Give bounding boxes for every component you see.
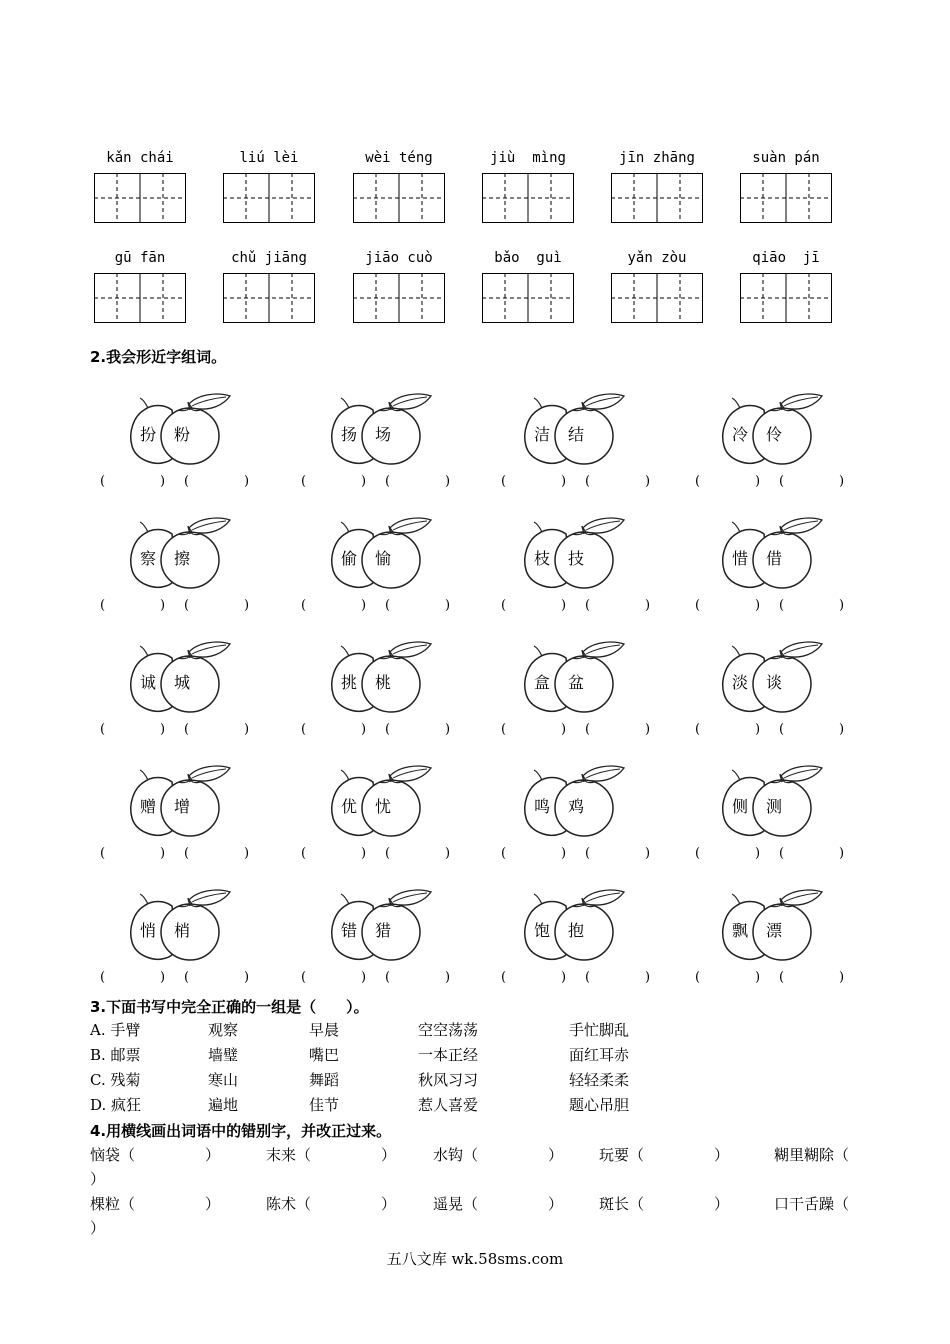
answer-blank-close: ) xyxy=(645,722,651,737)
apple-char-left: 挑 xyxy=(341,673,358,692)
option-word: 遍地 xyxy=(208,1096,239,1114)
apple-char-right: 谈 xyxy=(766,673,783,692)
option-word: 舞蹈 xyxy=(309,1071,340,1089)
option-word: 墙璧 xyxy=(208,1046,239,1064)
apple-char-right: 鸡 xyxy=(568,797,585,816)
apple-char-left: 扬 xyxy=(341,425,358,444)
answer-blank-close: ) xyxy=(755,970,761,985)
answer-blank-close: ) xyxy=(445,474,451,489)
answer-blank-open[interactable]: ( xyxy=(301,598,307,613)
apple-char-left: 冷 xyxy=(732,425,749,444)
writing-grid[interactable] xyxy=(482,173,574,223)
apple-pair xyxy=(126,764,236,844)
pinyin-label: jiāo cuò xyxy=(365,250,433,266)
answer-blank-close: ) xyxy=(645,970,651,985)
answer-blank-open[interactable]: ( xyxy=(184,598,190,613)
answer-blank-close: ) xyxy=(244,474,250,489)
option-word: 佳节 xyxy=(309,1096,340,1114)
answer-blank-close: ) xyxy=(755,474,761,489)
answer-blank-close: ) xyxy=(561,474,567,489)
writing-grid[interactable] xyxy=(353,173,445,223)
answer-blank-close: ) xyxy=(160,598,166,613)
option-word: 惹人喜爱 xyxy=(418,1096,479,1114)
apple-char-right: 借 xyxy=(766,549,783,568)
answer-blank-open[interactable]: ( xyxy=(501,722,507,737)
writing-grid[interactable] xyxy=(353,273,445,323)
correction-blank-close: ） xyxy=(548,1195,564,1213)
correction-blank-close: ） xyxy=(714,1146,730,1164)
answer-blank-close: ) xyxy=(160,846,166,861)
writing-grid[interactable] xyxy=(94,273,186,323)
pinyin-label: wèi téng xyxy=(365,150,433,166)
answer-blank-open[interactable]: ( xyxy=(385,846,391,861)
answer-blank-open[interactable]: ( xyxy=(385,970,391,985)
apple-char-left: 偷 xyxy=(341,549,358,568)
apple-char-left: 盒 xyxy=(534,673,551,692)
writing-grid[interactable] xyxy=(740,273,832,323)
answer-blank-open[interactable]: ( xyxy=(301,474,307,489)
answer-blank-open[interactable]: ( xyxy=(385,598,391,613)
apple-char-left: 赠 xyxy=(140,797,157,816)
answer-blank-open[interactable]: ( xyxy=(585,474,591,489)
apple-char-right: 增 xyxy=(174,797,191,816)
apple-pair xyxy=(327,640,437,720)
option-word: 空空荡荡 xyxy=(418,1021,479,1039)
pinyin-label: gū fān xyxy=(114,250,166,266)
correction-blank-close: ） xyxy=(714,1195,730,1213)
option-label-word[interactable]: A. 手臂 xyxy=(90,1021,141,1039)
writing-grid[interactable] xyxy=(611,173,703,223)
apple-char-left: 惜 xyxy=(732,549,749,568)
apple-pair xyxy=(327,516,437,596)
answer-blank-open[interactable]: ( xyxy=(184,722,190,737)
answer-blank-open[interactable]: ( xyxy=(585,846,591,861)
apple-char-right: 抱 xyxy=(568,921,585,940)
apple-char-left: 饱 xyxy=(534,921,551,940)
answer-blank-close: ) xyxy=(445,970,451,985)
apple-char-left: 飘 xyxy=(732,921,749,940)
correction-item[interactable]: 水钩（ xyxy=(433,1146,479,1164)
correction-item[interactable]: 棵粒（ xyxy=(90,1195,136,1213)
correction-blank-close: ） xyxy=(548,1146,564,1164)
pinyin-label: suàn pán xyxy=(752,150,820,166)
correction-item[interactable]: 糊里糊除（ xyxy=(774,1146,850,1164)
option-label-word[interactable]: C. 残菊 xyxy=(90,1071,141,1089)
apple-char-right: 场 xyxy=(375,425,392,444)
answer-blank-close: ) xyxy=(839,970,845,985)
answer-blank-close: ) xyxy=(561,970,567,985)
apple-char-left: 侧 xyxy=(732,797,749,816)
pinyin-label: bǎo guì xyxy=(494,250,562,266)
answer-blank-close: ) xyxy=(160,970,166,985)
answer-blank-close: ) xyxy=(645,846,651,861)
apple-pair xyxy=(718,764,828,844)
answer-blank-open[interactable]: ( xyxy=(301,722,307,737)
apple-char-left: 扮 xyxy=(140,425,157,444)
pinyin-label: chǔ jiāng xyxy=(231,250,307,266)
apple-char-right: 城 xyxy=(174,673,191,692)
apple-char-left: 枝 xyxy=(534,549,551,568)
correction-item[interactable]: 斑长（ xyxy=(599,1195,645,1213)
answer-blank-close: ) xyxy=(160,474,166,489)
apple-char-right: 梢 xyxy=(174,921,191,940)
pinyin-label: qiāo jī xyxy=(752,250,820,266)
answer-blank-close: ) xyxy=(755,722,761,737)
apple-char-left: 洁 xyxy=(534,425,551,444)
answer-blank-open[interactable]: ( xyxy=(501,474,507,489)
answer-blank-close: ) xyxy=(561,846,567,861)
answer-blank-close: ) xyxy=(244,970,250,985)
answer-blank-open[interactable]: ( xyxy=(695,474,701,489)
answer-blank-close: ) xyxy=(839,598,845,613)
answer-blank-open[interactable]: ( xyxy=(301,846,307,861)
writing-grid[interactable] xyxy=(740,173,832,223)
apple-pair xyxy=(718,888,828,968)
pinyin-label: liú lèi xyxy=(239,150,299,166)
answer-blank-open[interactable]: ( xyxy=(184,474,190,489)
answer-blank-close: ) xyxy=(445,598,451,613)
correction-item[interactable]: 口干舌躁（ xyxy=(774,1195,850,1213)
apple-char-left: 淡 xyxy=(732,673,749,692)
answer-blank-open[interactable]: ( xyxy=(779,846,785,861)
correction-blank-close: ） xyxy=(205,1195,221,1213)
apple-pair xyxy=(126,640,236,720)
answer-blank-open[interactable]: ( xyxy=(585,598,591,613)
answer-blank-close: ) xyxy=(755,598,761,613)
section2-title: 2.我会形近字组词。 xyxy=(90,348,227,366)
correction-blank-close: ） xyxy=(90,1219,106,1237)
answer-blank-open[interactable]: ( xyxy=(501,846,507,861)
answer-blank-close: ) xyxy=(445,722,451,737)
correction-blank-close: ） xyxy=(381,1146,397,1164)
answer-blank-open[interactable]: ( xyxy=(779,598,785,613)
answer-blank-open[interactable]: ( xyxy=(779,474,785,489)
answer-blank-open[interactable]: ( xyxy=(184,846,190,861)
answer-blank-close: ) xyxy=(361,722,367,737)
answer-blank-open[interactable]: ( xyxy=(100,598,106,613)
option-word: 秋风习习 xyxy=(418,1071,479,1089)
apple-char-left: 鸣 xyxy=(534,797,551,816)
answer-blank-close: ) xyxy=(445,846,451,861)
answer-blank-open[interactable]: ( xyxy=(585,970,591,985)
answer-blank-close: ) xyxy=(361,970,367,985)
apple-char-left: 诚 xyxy=(140,673,157,692)
answer-blank-open[interactable]: ( xyxy=(100,722,106,737)
apple-pair xyxy=(520,516,630,596)
correction-item[interactable]: 玩要（ xyxy=(599,1146,645,1164)
answer-blank-open[interactable]: ( xyxy=(695,722,701,737)
apple-pair xyxy=(718,516,828,596)
apple-pair xyxy=(520,640,630,720)
apple-char-left: 优 xyxy=(341,797,358,816)
answer-blank-close: ) xyxy=(244,598,250,613)
correction-blank-close: ） xyxy=(90,1170,106,1188)
section4-title: 4.用横线画出词语中的错别字，并改正过来。 xyxy=(90,1122,392,1140)
apple-char-right: 愉 xyxy=(375,549,392,568)
apple-char-right: 擦 xyxy=(174,549,191,568)
correction-item[interactable]: 陈术（ xyxy=(266,1195,312,1213)
option-word: 轻轻柔柔 xyxy=(569,1071,630,1089)
answer-blank-open[interactable]: ( xyxy=(100,846,106,861)
answer-blank-open[interactable]: ( xyxy=(501,598,507,613)
writing-grid[interactable] xyxy=(611,273,703,323)
apple-char-left: 错 xyxy=(341,921,358,940)
page-footer: 五八文库 wk.58sms.com xyxy=(386,1250,564,1268)
answer-blank-close: ) xyxy=(645,474,651,489)
apple-pair xyxy=(327,392,437,472)
option-word: 一本正经 xyxy=(418,1046,479,1064)
answer-blank-open[interactable]: ( xyxy=(695,846,701,861)
apple-pair xyxy=(718,640,828,720)
apple-pair xyxy=(126,888,236,968)
answer-blank-close: ) xyxy=(361,474,367,489)
answer-blank-close: ) xyxy=(244,722,250,737)
apple-char-right: 伶 xyxy=(766,425,783,444)
apple-char-left: 察 xyxy=(140,549,157,568)
option-word: 题心吊胆 xyxy=(569,1096,630,1114)
answer-blank-open[interactable]: ( xyxy=(779,722,785,737)
correction-item[interactable]: 末来（ xyxy=(266,1146,312,1164)
answer-blank-open[interactable]: ( xyxy=(695,970,701,985)
apple-pair xyxy=(327,888,437,968)
answer-blank-close: ) xyxy=(839,474,845,489)
apple-char-right: 盆 xyxy=(568,673,585,692)
answer-blank-close: ) xyxy=(755,846,761,861)
answer-blank-open[interactable]: ( xyxy=(585,722,591,737)
writing-grid[interactable] xyxy=(482,273,574,323)
apple-char-right: 粉 xyxy=(174,425,191,444)
apple-pair xyxy=(327,764,437,844)
pinyin-label: yǎn zòu xyxy=(627,250,687,266)
apple-pair xyxy=(520,764,630,844)
answer-blank-close: ) xyxy=(839,846,845,861)
answer-blank-open[interactable]: ( xyxy=(695,598,701,613)
answer-blank-open[interactable]: ( xyxy=(184,970,190,985)
pinyin-label: kǎn chái xyxy=(106,150,174,166)
apple-char-left: 悄 xyxy=(140,921,157,940)
answer-blank-close: ) xyxy=(361,598,367,613)
answer-blank-close: ) xyxy=(561,722,567,737)
correction-item[interactable]: 恼袋（ xyxy=(90,1146,136,1164)
answer-blank-close: ) xyxy=(645,598,651,613)
apple-char-right: 测 xyxy=(766,797,783,816)
option-word: 早晨 xyxy=(309,1021,340,1039)
option-word: 嘴巴 xyxy=(309,1046,340,1064)
answer-blank-close: ) xyxy=(361,846,367,861)
apple-pair xyxy=(126,392,236,472)
apple-pair xyxy=(718,392,828,472)
writing-grid[interactable] xyxy=(94,173,186,223)
option-label-word[interactable]: D. 疯狂 xyxy=(90,1096,142,1114)
apple-char-right: 漂 xyxy=(766,921,783,940)
answer-blank-close: ) xyxy=(561,598,567,613)
apple-char-right: 技 xyxy=(568,549,585,568)
option-word: 寒山 xyxy=(208,1071,239,1089)
apple-pair xyxy=(126,516,236,596)
section3-title: 3.下面书写中完全正确的一组是（ ）。 xyxy=(90,998,369,1016)
apple-char-right: 忧 xyxy=(375,797,392,816)
writing-grid[interactable] xyxy=(223,273,315,323)
apple-char-right: 桃 xyxy=(375,673,392,692)
writing-grid[interactable] xyxy=(223,173,315,223)
answer-blank-close: ) xyxy=(839,722,845,737)
answer-blank-open[interactable]: ( xyxy=(385,474,391,489)
correction-blank-close: ） xyxy=(205,1146,221,1164)
answer-blank-open[interactable]: ( xyxy=(100,970,106,985)
answer-blank-open[interactable]: ( xyxy=(100,474,106,489)
option-word: 观察 xyxy=(208,1021,239,1039)
option-label-word[interactable]: B. 邮票 xyxy=(90,1046,141,1064)
apple-char-right: 结 xyxy=(568,425,585,444)
correction-item[interactable]: 遥晃（ xyxy=(433,1195,479,1213)
apple-pair xyxy=(520,392,630,472)
option-word: 面红耳赤 xyxy=(569,1046,630,1064)
apple-char-right: 猎 xyxy=(375,921,392,940)
answer-blank-open[interactable]: ( xyxy=(385,722,391,737)
apple-pair xyxy=(520,888,630,968)
answer-blank-close: ) xyxy=(244,846,250,861)
pinyin-label: jīn zhāng xyxy=(619,150,695,166)
answer-blank-open[interactable]: ( xyxy=(301,970,307,985)
answer-blank-open[interactable]: ( xyxy=(779,970,785,985)
option-word: 手忙脚乱 xyxy=(569,1021,630,1039)
answer-blank-close: ) xyxy=(160,722,166,737)
pinyin-label: jiù mìng xyxy=(490,150,566,166)
correction-blank-close: ） xyxy=(381,1195,397,1213)
answer-blank-open[interactable]: ( xyxy=(501,970,507,985)
